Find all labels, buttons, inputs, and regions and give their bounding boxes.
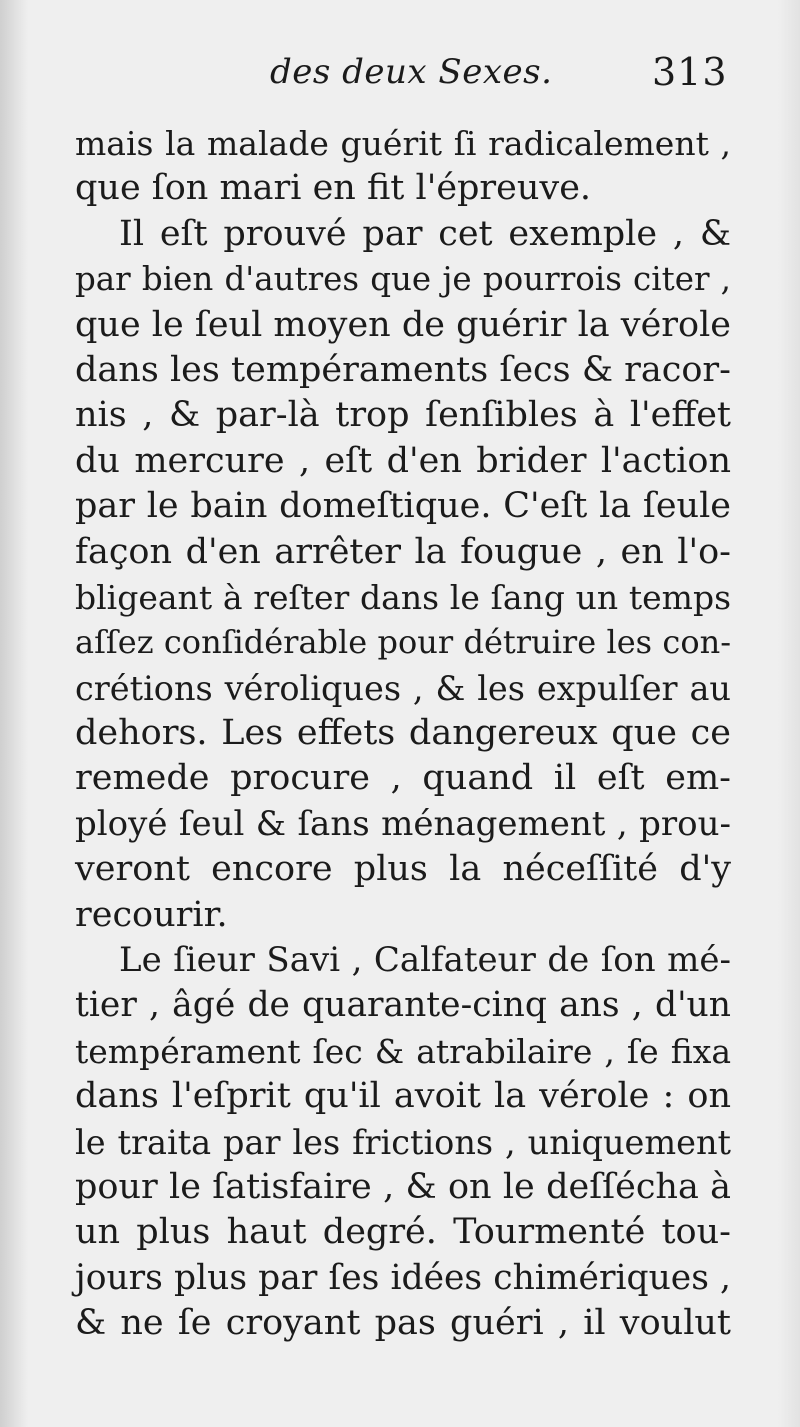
text-line: par le bain domeſtique. C'eſt la ſeule (75, 486, 731, 527)
text-line: par bien d'autres que je pourrois citer , (75, 260, 731, 299)
text-line: remede procure , quand il eſt em- (75, 758, 731, 799)
text-line: crétions véroliques , & les expulſer au (75, 668, 731, 708)
text-line: mais la malade guérit ſi radicalement , (75, 124, 731, 163)
text-line: dans l'eſprit qu'il avoit la vérole : on (75, 1076, 731, 1117)
text-line: ployé ſeul & ſans ménagement , prou- (75, 803, 731, 844)
text-line: jours plus par ſes idées chimériques , (75, 1257, 731, 1298)
text-line: que le ſeul moyen de guérir la vérole (75, 304, 731, 345)
body-text (75, 121, 731, 1347)
page-edge (778, 0, 800, 1427)
text-line: Le ſieur Savi , Calfateur de ſon mé- (119, 940, 731, 981)
gutter-shadow (0, 0, 28, 1427)
text-line: tempérament ſec & atrabilaire , ſe fixa (75, 1031, 731, 1071)
text-line: bligeant à reſter dans le ſang un temps (75, 577, 731, 617)
text-line: façon d'en arrêter la fougue , en l'o- (75, 531, 731, 572)
text-line: Il eſt prouvé par cet exemple , & (119, 213, 731, 254)
text-line: dehors. Les effets dangereux que ce (75, 713, 731, 754)
text-line: nis , & par-là trop ſenſibles à l'effet (75, 395, 731, 436)
text-line: le traita par les frictions , uniquement (75, 1122, 731, 1162)
text-line: pour le ſatisfaire , & on le deſſécha à (75, 1166, 731, 1207)
running-head: des deux Sexes. (270, 52, 553, 92)
page-number: 313 (652, 50, 728, 94)
text-line: aſſez conſidérable pour détruire les con- (75, 623, 731, 662)
text-line: que ſon mari en fit l'épreuve. (75, 168, 592, 209)
text-line: dans les tempéraments ſecs & racor- (75, 349, 731, 390)
text-line: un plus haut degré. Tourmenté tou- (75, 1212, 731, 1253)
text-line: tier , âgé de quarante-cinq ans , d'un (75, 985, 731, 1026)
text-line: du mercure , eſt d'en brider l'action (75, 440, 731, 481)
text-line: veront encore plus la néceſſité d'y (75, 849, 731, 890)
text-line: & ne ſe croyant pas guéri , il voulut (75, 1303, 731, 1344)
page-header (0, 52, 800, 102)
text-line: recourir. (75, 894, 228, 935)
